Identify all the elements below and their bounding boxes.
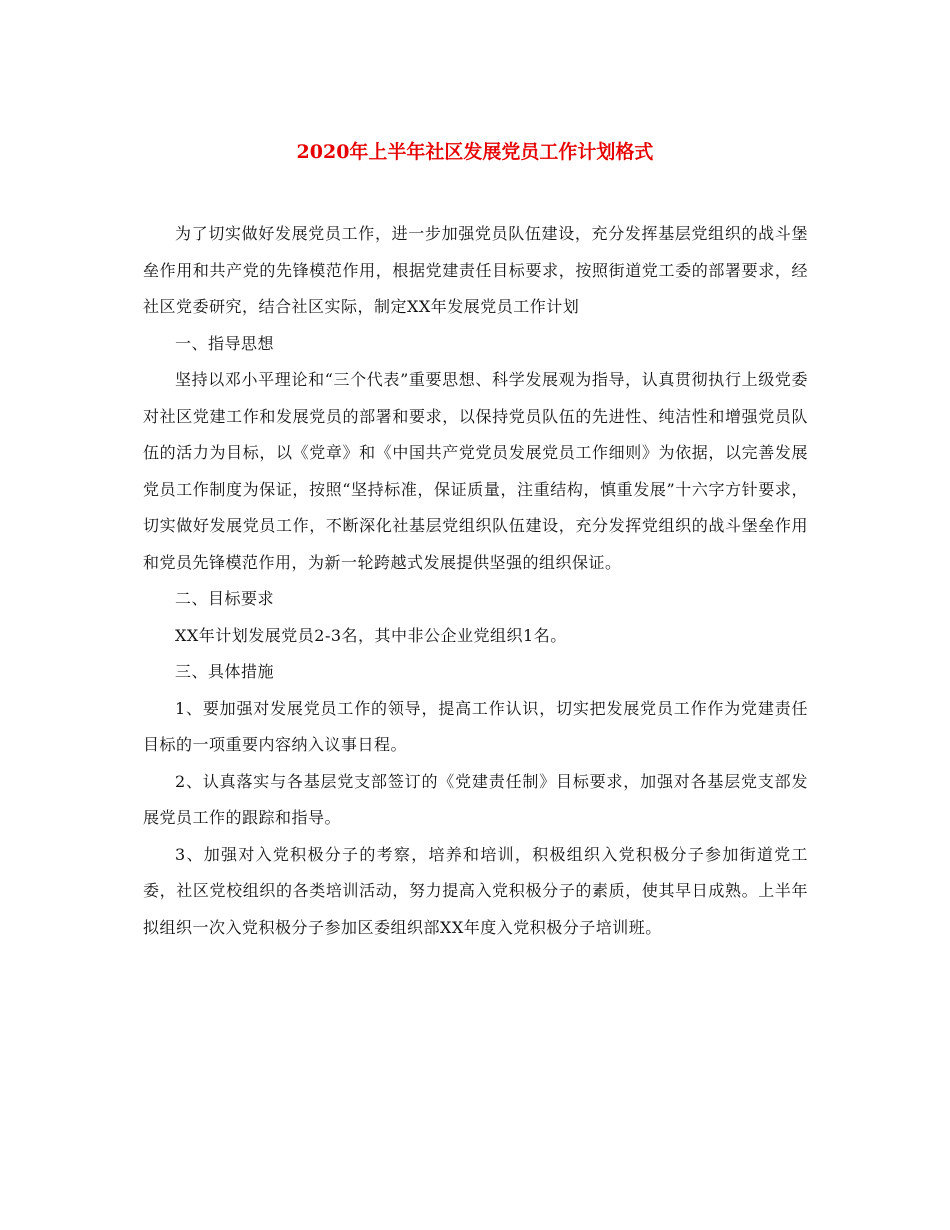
- paragraph-measure-2: 2、认真落实与各基层党支部签订的《党建责任制》目标要求，加强对各基层党支部发展党员工作的跟踪和指导。: [143, 771, 808, 827]
- document-title: 2020年上半年社区发展党员工作计划格式: [296, 141, 654, 163]
- paragraph-guiding-thought: 坚持以邓小平理论和“三个代表”重要思想、科学发展观为指导，认真贯彻执行上级党委对社区党建工作和发展党员的部署和要求，以保持党员队伍的先进性、纯洁性和增强党员队伍的活力为目标，以《党章》和《中国共产党党员发展党员工作细则》为依据，以完善发展党员工作制度为保证，按照“坚持标准，保证质量，注重结构，慎重发展”十六字方针要求，切实做好发展党员工作，不断深化社基层党组织队伍建设，充分发挥党组织的战斗堡垒作用和党员先锋模范作用，为新一轮跨越式发展提供坚强的组织保证。: [143, 370, 808, 572]
- paragraph-intro: 为了切实做好发展党员工作，进一步加强党员队伍建设，充分发挥基层党组织的战斗堡垒作用和共产党的先锋模范作用，根据党建责任目标要求，按照街道党工委的部署要求，经社区党委研究，结合社区实际，制定XX年发展党员工作计划: [143, 224, 808, 316]
- paragraph-measure-3: 3、加强对入党积极分子的考察，培养和培训，积极组织入党积极分子参加街道党工委，社区党校组织的各类培训活动，努力提高入党积极分子的素质，使其早日成熟。上半年拟组织一次入党积极分子参加区委组织部XX年度入党积极分子培训班。: [143, 844, 808, 937]
- section-heading-guiding-thought: 一、指导思想: [175, 333, 275, 353]
- section-heading-goals: 二、目标要求: [175, 589, 275, 608]
- section-heading-measures: 三、具体措施: [175, 662, 275, 681]
- paragraph-goals: XX年计划发展党员2-3名，其中非公企业党组织1名。: [175, 625, 567, 645]
- paragraph-measure-1: 1、要加强对发展党员工作的领导，提高工作认识，切实把发展党员工作作为党建责任目标的一项重要内容纳入议事日程。: [143, 698, 808, 754]
- document-body: [143, 216, 808, 946]
